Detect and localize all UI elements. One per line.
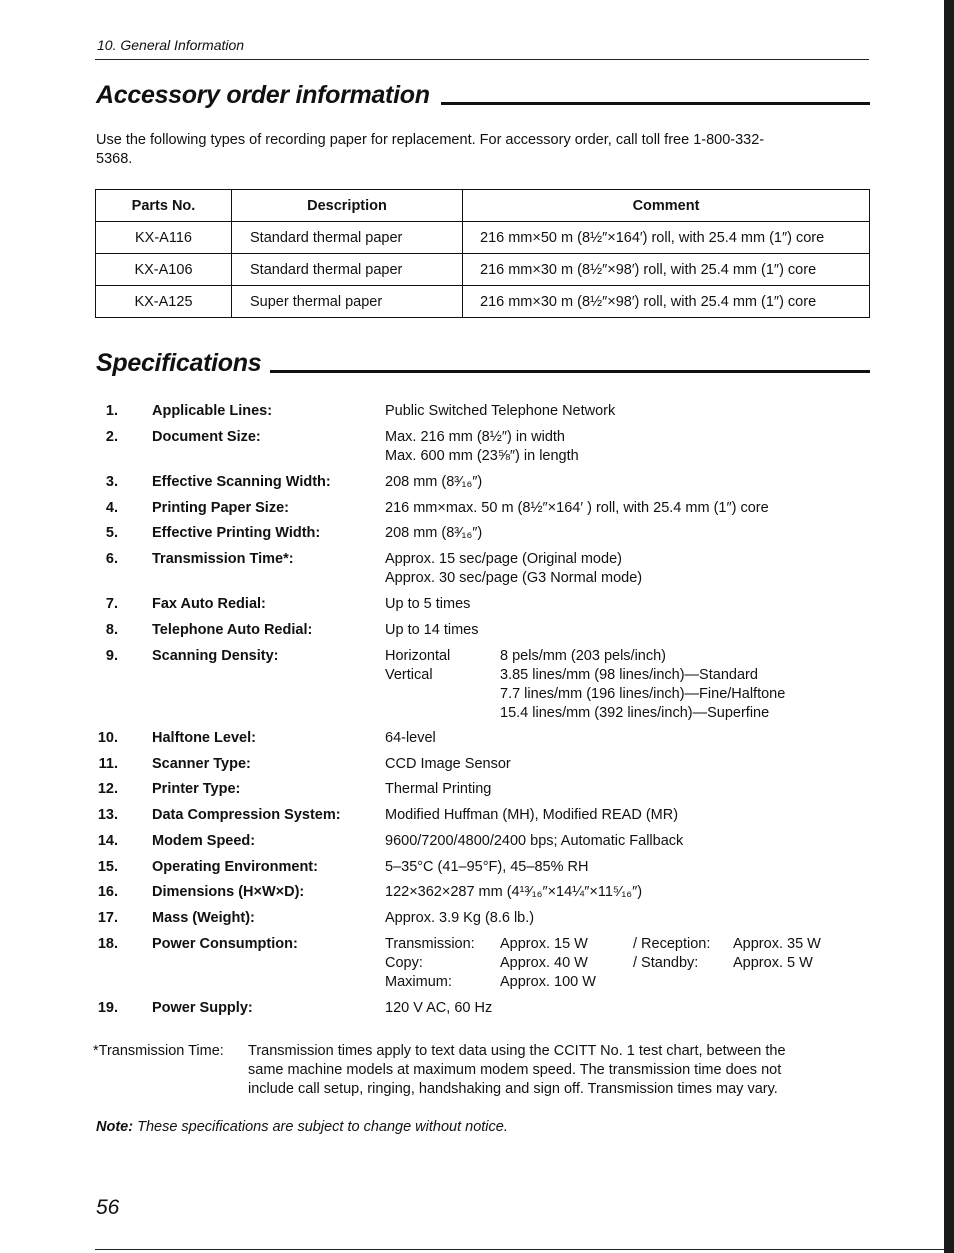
spec-number: 6. bbox=[105, 551, 118, 567]
power-mode-label: / Standby: bbox=[633, 955, 699, 971]
power-mode-label: / Reception: bbox=[633, 936, 711, 952]
table-row bbox=[96, 286, 870, 318]
table-row bbox=[96, 222, 870, 254]
spec-value: 120 V AC, 60 Hz bbox=[385, 1000, 493, 1016]
spec-label: Effective Scanning Width: bbox=[152, 474, 331, 490]
note-label: Note: bbox=[96, 1119, 134, 1135]
spec-value: 5–35°C (41–95°F), 45–85% RH bbox=[385, 859, 589, 875]
spec-label: Power Supply: bbox=[152, 1000, 253, 1016]
power-mode-label: Copy: bbox=[385, 955, 423, 971]
density-vertical-value: 7.7 lines/mm (196 lines/inch)—Fine/Halftone bbox=[500, 686, 786, 702]
footnote-label: *Transmission Time: bbox=[93, 1043, 224, 1059]
page-edge-bar bbox=[944, 0, 954, 1253]
table-header-row bbox=[96, 190, 870, 222]
spec-number: 5. bbox=[105, 525, 118, 541]
spec-label: Scanner Type: bbox=[152, 756, 251, 772]
bottom-rule bbox=[95, 1249, 945, 1250]
spec-label: Data Compression System: bbox=[152, 807, 341, 823]
accessory-title: Accessory order information bbox=[96, 81, 430, 109]
spec-number: 16. bbox=[97, 884, 118, 900]
spec-value: 208 mm (8³⁄₁₆″) bbox=[385, 474, 483, 490]
spec-value: Approx. 30 sec/page (G3 Normal mode) bbox=[385, 570, 643, 586]
col-header-description: Description bbox=[232, 190, 463, 222]
spec-label: Printer Type: bbox=[152, 781, 241, 797]
spec-label: Fax Auto Redial: bbox=[152, 596, 266, 612]
spec-label: Scanning Density: bbox=[152, 648, 279, 664]
note-text: These specifications are subject to change without notice. bbox=[137, 1119, 508, 1135]
spec-number: 13. bbox=[97, 807, 118, 823]
spec-label: Applicable Lines: bbox=[152, 403, 273, 419]
spec-value: Thermal Printing bbox=[385, 781, 492, 797]
spec-value: Max. 600 mm (23⅝″) in length bbox=[385, 448, 579, 464]
specifications-title-rule bbox=[270, 370, 870, 373]
spec-value: 216 mm×max. 50 m (8½″×164′ ) roll, with 25.4 mm (1″) core bbox=[385, 500, 769, 516]
power-mode-label: Transmission: bbox=[385, 936, 475, 952]
spec-value: Up to 14 times bbox=[385, 622, 479, 638]
spec-value: Approx. 3.9 Kg (8.6 lb.) bbox=[385, 910, 535, 926]
spec-number: 8. bbox=[105, 622, 118, 638]
spec-value: CCD Image Sensor bbox=[385, 756, 511, 772]
accessory-table bbox=[95, 189, 870, 318]
part-comment: 216 mm×50 m (8½″×164′) roll, with 25.4 mm (1″) core bbox=[463, 222, 870, 254]
spec-number: 1. bbox=[105, 403, 118, 419]
spec-value: Approx. 15 sec/page (Original mode) bbox=[385, 551, 622, 567]
spec-value: Up to 5 times bbox=[385, 596, 471, 612]
footnote-line: Transmission times apply to text data using the CCITT No. 1 test chart, between the bbox=[248, 1043, 786, 1059]
table-row bbox=[96, 254, 870, 286]
specifications-title: Specifications bbox=[96, 349, 262, 377]
part-description: Standard thermal paper bbox=[232, 254, 463, 286]
spec-number: 3. bbox=[105, 474, 118, 490]
spec-label: Effective Printing Width: bbox=[152, 525, 321, 541]
part-number: KX-A106 bbox=[96, 254, 232, 286]
spec-number: 7. bbox=[105, 596, 118, 612]
header-rule bbox=[95, 59, 869, 60]
spec-value: 64-level bbox=[385, 730, 436, 746]
col-header-comment: Comment bbox=[463, 190, 870, 222]
spec-number: 17. bbox=[97, 910, 118, 926]
part-description: Super thermal paper bbox=[232, 286, 463, 318]
part-description: Standard thermal paper bbox=[232, 222, 463, 254]
spec-number: 18. bbox=[97, 936, 118, 952]
spec-value: 122×362×287 mm (4¹³⁄₁₆″×14¼″×11⁵⁄₁₆″) bbox=[385, 884, 643, 900]
spec-number: 4. bbox=[105, 500, 118, 516]
spec-value: Public Switched Telephone Network bbox=[385, 403, 616, 419]
spec-label: Transmission Time*: bbox=[152, 551, 294, 567]
spec-value: Max. 216 mm (8½″) in width bbox=[385, 429, 565, 445]
part-number: KX-A125 bbox=[96, 286, 232, 318]
density-vertical-label: Vertical bbox=[385, 667, 433, 683]
spec-label: Mass (Weight): bbox=[152, 910, 255, 926]
spec-number: 14. bbox=[97, 833, 118, 849]
power-mode-value: Approx. 5 W bbox=[733, 955, 813, 971]
density-vertical-value: 15.4 lines/mm (392 lines/inch)—Superfine bbox=[500, 705, 770, 721]
spec-value: 208 mm (8³⁄₁₆″) bbox=[385, 525, 483, 541]
spec-label: Dimensions (H×W×D): bbox=[152, 884, 305, 900]
footnote-line: include call setup, ringing, handshaking and sign off. Transmission times may vary. bbox=[248, 1081, 778, 1097]
power-mode-label: Maximum: bbox=[385, 974, 452, 990]
density-horizontal-label: Horizontal bbox=[385, 648, 451, 664]
spec-number: 15. bbox=[97, 859, 118, 875]
footnote-line: same machine models at maximum modem speed. The transmission time does not bbox=[248, 1062, 782, 1078]
density-vertical-value: 3.85 lines/mm (98 lines/inch)—Standard bbox=[500, 667, 758, 683]
part-comment: 216 mm×30 m (8½″×98′) roll, with 25.4 mm (1″) core bbox=[463, 254, 870, 286]
spec-number: 19. bbox=[97, 1000, 118, 1016]
part-number: KX-A116 bbox=[96, 222, 232, 254]
spec-number: 9. bbox=[105, 648, 118, 664]
power-mode-value: Approx. 40 W bbox=[500, 955, 588, 971]
spec-label: Power Consumption: bbox=[152, 936, 298, 952]
spec-value: 9600/7200/4800/2400 bps; Automatic Fallback bbox=[385, 833, 684, 849]
spec-label: Operating Environment: bbox=[152, 859, 318, 875]
part-comment: 216 mm×30 m (8½″×98′) roll, with 25.4 mm (1″) core bbox=[463, 286, 870, 318]
spec-label: Printing Paper Size: bbox=[152, 500, 289, 516]
density-horizontal-value: 8 pels/mm (203 pels/inch) bbox=[500, 648, 667, 664]
spec-label: Halftone Level: bbox=[152, 730, 256, 746]
spec-number: 12. bbox=[97, 781, 118, 797]
note bbox=[96, 1119, 508, 1135]
accessory-intro: Use the following types of recording paper for replacement. For accessory order, call toll free 1-800-332-5368. bbox=[96, 132, 765, 167]
accessory-title-rule bbox=[441, 102, 870, 105]
spec-label: Telephone Auto Redial: bbox=[152, 622, 313, 638]
power-mode-value: Approx. 35 W bbox=[733, 936, 821, 952]
page-number: 56 bbox=[96, 1196, 120, 1219]
spec-value: Modified Huffman (MH), Modified READ (MR) bbox=[385, 807, 679, 823]
power-mode-value: Approx. 100 W bbox=[500, 974, 596, 990]
col-header-parts: Parts No. bbox=[96, 190, 232, 222]
spec-number: 11. bbox=[98, 756, 118, 772]
section-header: 10. General Information bbox=[97, 37, 245, 53]
power-mode-value: Approx. 15 W bbox=[500, 936, 588, 952]
spec-number: 10. bbox=[97, 730, 118, 746]
spec-number: 2. bbox=[105, 429, 118, 445]
spec-label: Document Size: bbox=[152, 429, 261, 445]
spec-label: Modem Speed: bbox=[152, 833, 256, 849]
